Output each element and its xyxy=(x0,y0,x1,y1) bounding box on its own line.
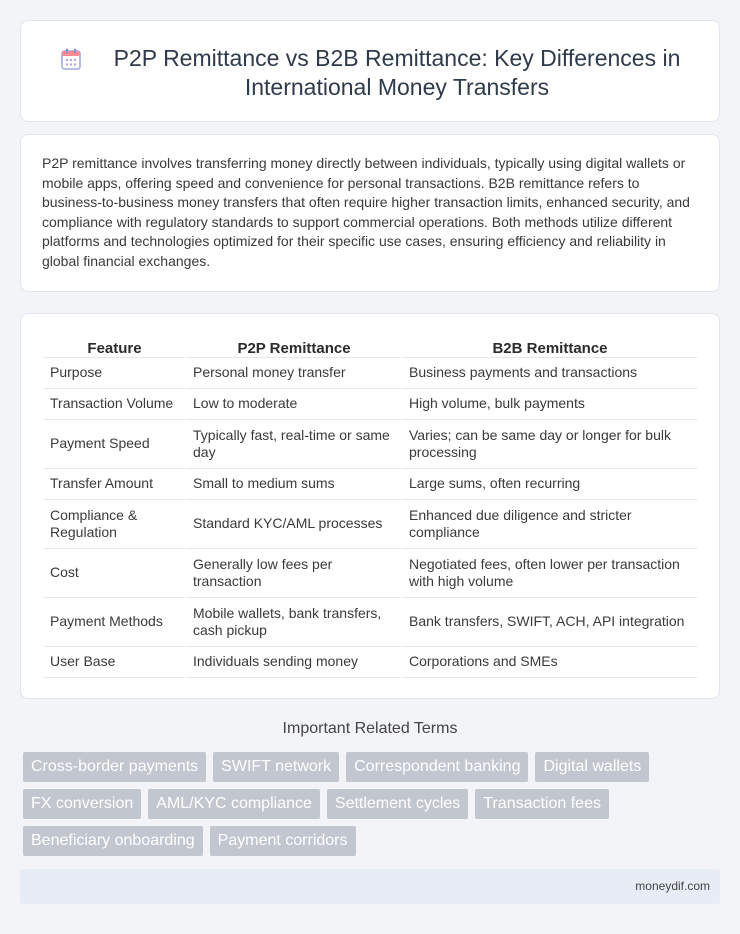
table-header-row xyxy=(44,334,697,358)
header-p2p: P2P Remittance xyxy=(187,334,401,358)
b2b-cell: Large sums, often recurring xyxy=(403,469,697,500)
term-tag[interactable]: Correspondent banking xyxy=(346,752,528,782)
p2p-cell: Personal money transfer xyxy=(187,358,401,389)
footer xyxy=(20,869,720,904)
table-row xyxy=(44,469,697,500)
term-tag[interactable]: Cross-border payments xyxy=(23,752,206,782)
table-row xyxy=(44,549,697,598)
related-terms-heading: Important Related Terms xyxy=(282,720,458,737)
term-tag[interactable]: SWIFT network xyxy=(213,752,339,782)
p2p-cell: Typically fast, real-time or same day xyxy=(187,420,401,469)
page-title: P2P Remittance vs B2B Remittance: Key Differences in International Money Transfers xyxy=(113,45,681,100)
feature-cell: User Base xyxy=(44,647,185,678)
b2b-cell: Bank transfers, SWIFT, ACH, API integration xyxy=(403,598,697,647)
p2p-cell: Small to medium sums xyxy=(187,469,401,500)
calendar-icon xyxy=(61,48,81,70)
table-row xyxy=(44,358,697,389)
b2b-cell: Business payments and transactions xyxy=(403,358,697,389)
term-tag[interactable]: Digital wallets xyxy=(535,752,649,782)
feature-cell: Transaction Volume xyxy=(44,389,185,420)
b2b-cell: Enhanced due diligence and stricter compliance xyxy=(403,500,697,549)
table-row xyxy=(44,420,697,469)
p2p-cell: Standard KYC/AML processes xyxy=(187,500,401,549)
comparison-card xyxy=(20,313,720,699)
term-tag[interactable]: AML/KYC compliance xyxy=(148,789,320,819)
term-tag[interactable]: FX conversion xyxy=(23,789,141,819)
table-row xyxy=(44,647,697,678)
site-credit[interactable]: moneydif.com xyxy=(635,879,710,893)
table-row xyxy=(44,500,697,549)
b2b-cell: Varies; can be same day or longer for bulk processing xyxy=(403,420,697,469)
feature-cell: Cost xyxy=(44,549,185,598)
p2p-cell: Low to moderate xyxy=(187,389,401,420)
feature-cell: Compliance & Regulation xyxy=(44,500,185,549)
feature-cell: Transfer Amount xyxy=(44,469,185,500)
term-tag[interactable]: Settlement cycles xyxy=(327,789,468,819)
b2b-cell: Corporations and SMEs xyxy=(403,647,697,678)
p2p-cell: Generally low fees per transaction xyxy=(187,549,401,598)
feature-cell: Purpose xyxy=(44,358,185,389)
term-tag[interactable]: Transaction fees xyxy=(475,789,609,819)
intro-card xyxy=(20,134,720,292)
table-row xyxy=(44,389,697,420)
related-terms-list xyxy=(23,752,683,856)
b2b-cell: Negotiated fees, often lower per transaction with high volume xyxy=(403,549,697,598)
comparison-table xyxy=(42,334,699,678)
feature-cell: Payment Speed xyxy=(44,420,185,469)
p2p-cell: Mobile wallets, bank transfers, cash pickup xyxy=(187,598,401,647)
term-tag[interactable]: Payment corridors xyxy=(210,826,356,856)
term-tag[interactable]: Beneficiary onboarding xyxy=(23,826,203,856)
feature-cell: Payment Methods xyxy=(44,598,185,647)
p2p-cell: Individuals sending money xyxy=(187,647,401,678)
title-card xyxy=(20,20,720,122)
b2b-cell: High volume, bulk payments xyxy=(403,389,697,420)
intro-paragraph: P2P remittance involves transferring money directly between individuals, typically using digital wallets or mobile apps, offering speed and convenience for personal transactions. B2B remittance refers to business-to-business money transfers that often require higher transaction limits, enhanced security, and compliance with regulatory standards to support commercial operations. Both methods utilize different platforms and technologies optimized for their specific use cases, ensuring efficiency and reliability in global financial exchanges. xyxy=(42,155,690,269)
table-row xyxy=(44,598,697,647)
header-feature: Feature xyxy=(44,334,185,358)
header-b2b: B2B Remittance xyxy=(403,334,697,358)
